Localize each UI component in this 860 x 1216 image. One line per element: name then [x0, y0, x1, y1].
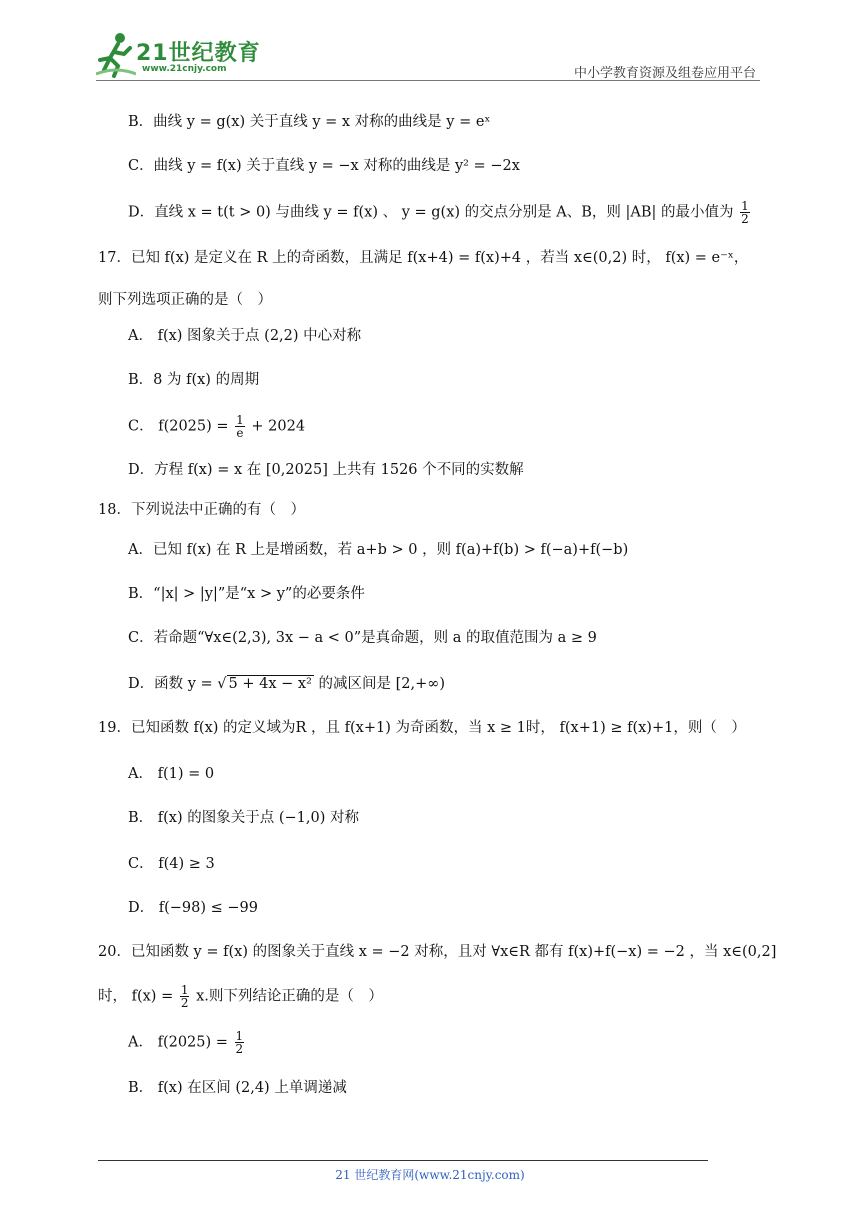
q16-option-c: C．曲线 y = f(x) 关于直线 y = −x 对称的曲线是 y² = −2x — [128, 158, 520, 174]
q20-option-a-text: A． f(2025) = — [128, 1034, 228, 1051]
frac-num: 1 — [180, 983, 189, 997]
q20-option-b: B． f(x) 在区间 (2,4) 上单调递减 — [128, 1080, 347, 1096]
q19-option-b: B． f(x) 的图象关于点 (−1,0) 对称 — [128, 810, 359, 826]
q17-option-c — [128, 414, 305, 439]
q18-option-b: B．“|x| > |y|”是“x > y”的必要条件 — [128, 586, 365, 602]
q16-option-d — [128, 200, 752, 225]
logo-url: www.21cnjy.com — [142, 64, 227, 74]
frac-den: e — [236, 426, 244, 440]
q19-option-d: D． f(−98) ≤ −99 — [128, 900, 258, 916]
q20-stem-tail: x.则下列结论正确的是（ ） — [196, 988, 383, 1005]
q20-stem-text: 时， f(x) = — [98, 988, 174, 1005]
q19-option-c: C． f(4) ≥ 3 — [128, 856, 215, 872]
q16-option-b: B．曲线 y = g(x) 关于直线 y = x 对称的曲线是 y = eˣ — [128, 114, 491, 130]
q17-option-a: A． f(x) 图象关于点 (2,2) 中心对称 — [128, 328, 362, 344]
q18-stem: 18．下列说法中正确的有（ ） — [98, 502, 305, 518]
q20-stem-line1: 20．已知函数 y = f(x) 的图象关于直线 x = −2 对称，且对 ∀x∈R 都有 f(x)+f(−x) = −2 ，当 x∈(0,2] — [98, 944, 777, 960]
frac-num: 1 — [741, 199, 749, 213]
fraction — [180, 984, 190, 1009]
q17-option-d: D．方程 f(x) = x 在 [0,2025] 上共有 1526 个不同的实数解 — [128, 462, 524, 478]
runner-logo-icon — [96, 30, 136, 78]
q20-stem-line2 — [98, 984, 383, 1009]
q18-option-d-text: D．函数 y = √ — [128, 676, 227, 692]
fraction — [235, 1030, 245, 1055]
radicand: 5 + 4x − x² — [228, 676, 312, 692]
frac-den: 2 — [741, 212, 749, 226]
platform-name: 中小学教育资源及组卷应用平台 — [573, 66, 756, 81]
q17-option-c-text: C． f(2025) = — [128, 418, 229, 435]
frac-num: 1 — [236, 413, 244, 427]
footer-divider — [98, 1160, 708, 1161]
logo-text: 21世纪教育 — [136, 41, 261, 66]
q18-option-d-tail: 的减区间是 [2,+∞) — [313, 676, 446, 692]
q17-option-c-tail: + 2024 — [251, 418, 306, 435]
q19-option-a: A． f(1) = 0 — [128, 766, 215, 782]
q17-stem-line1: 17．已知 f(x) 是定义在 R 上的奇函数，且满足 f(x+4) = f(x)+4 ，若当 x∈(0,2) 时， f(x) = e⁻ˣ， — [98, 250, 749, 266]
q18-option-a: A．已知 f(x) 在 R 上是增函数，若 a+b > 0 ，则 f(a)+f(b) > f(−a)+f(−b) — [128, 542, 629, 558]
footer-link[interactable]: 21 世纪教育网(www.21cnjy.com) — [335, 1168, 525, 1182]
q18-option-d — [128, 674, 445, 694]
q17-option-b: B．8 为 f(x) 的周期 — [128, 372, 260, 388]
fraction — [740, 200, 750, 225]
frac-den: 2 — [235, 1042, 244, 1056]
header-divider — [96, 80, 760, 81]
q17-stem-line2: 则下列选项正确的是（ ） — [98, 292, 272, 308]
site-logo[interactable] — [96, 30, 266, 80]
fraction — [235, 414, 245, 439]
frac-den: 2 — [180, 996, 189, 1010]
q19-stem: 19．已知函数 f(x) 的定义域为R ，且 f(x+1) 为奇函数，当 x ≥ 1时， f(x+1) ≥ f(x)+1，则（ ） — [98, 720, 746, 736]
frac-num: 1 — [235, 1029, 244, 1043]
q16-option-d-text: D．直线 x = t(t > 0) 与曲线 y = f(x) 、 y = g(x) 的交点分别是 A、B，则 |AB| 的最小值为 — [128, 204, 734, 221]
q20-option-a — [128, 1030, 246, 1055]
q18-option-c: C．若命题“∀x∈(2,3), 3x − a < 0”是真命题，则 a 的取值范围为 a ≥ 9 — [128, 630, 597, 646]
page-header — [0, 0, 860, 90]
